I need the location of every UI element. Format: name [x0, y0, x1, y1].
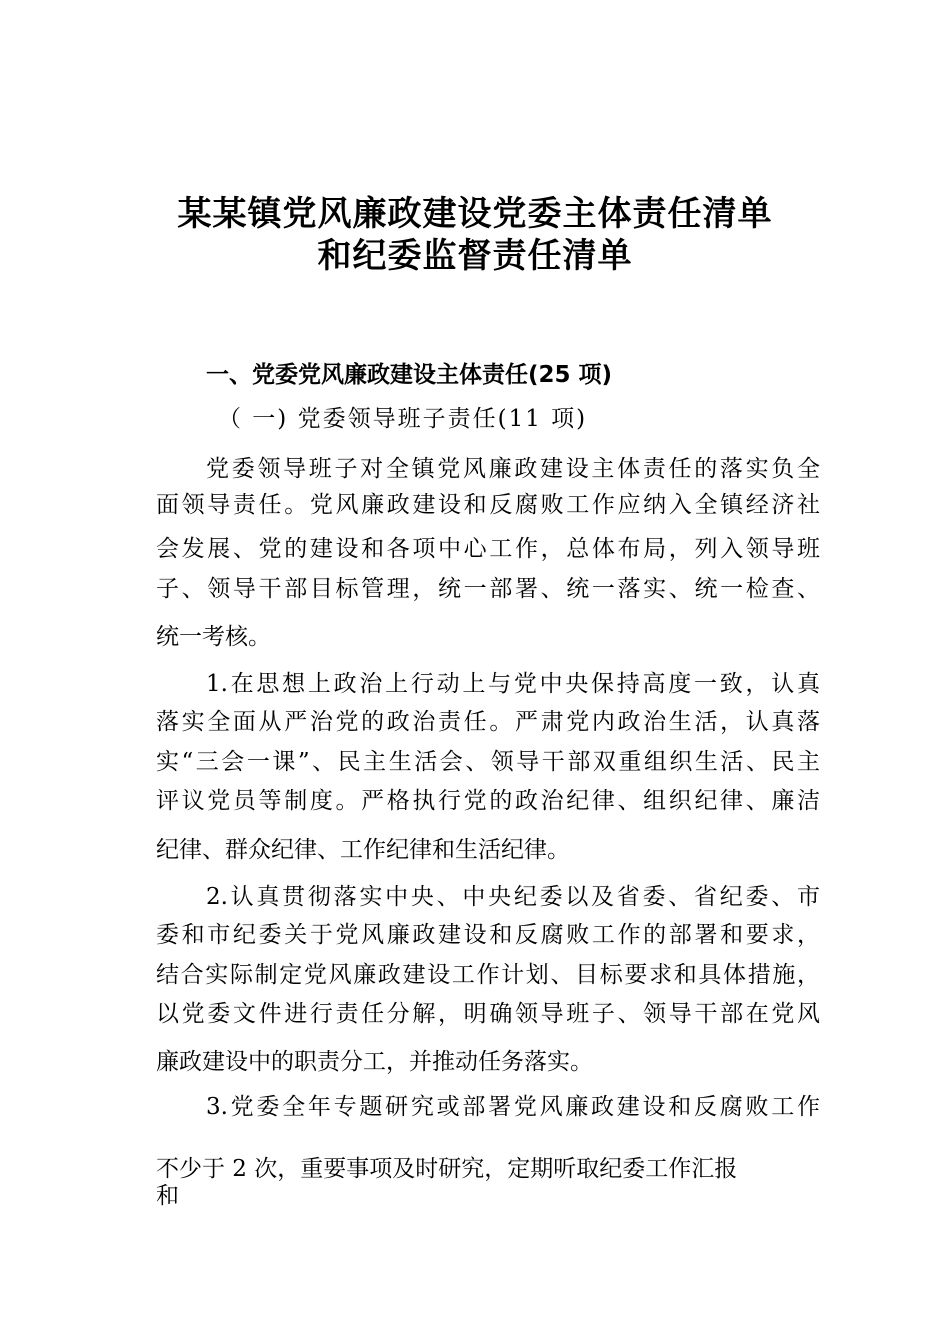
- document-title-line-2: 和纪委监督责任清单: [317, 236, 633, 276]
- document-title-line-1: 某某镇党风廉政建设党委主体责任清单: [177, 194, 773, 234]
- paragraph-line: 面领导责任。党风廉政建设和反腐败工作应纳入全镇经济社: [156, 492, 820, 518]
- subsection-heading: （ 一) 党委领导班子责任(11 项): [218, 406, 588, 432]
- paragraph-line: 2.认真贯彻落实中央、中央纪委以及省委、省纪委、市: [206, 884, 820, 910]
- paragraph-line: 党委领导班子对全镇党风廉政建设主体责任的落实负全: [206, 456, 820, 482]
- paragraph-line: 会发展、党的建设和各项中心工作，总体布局，列入领导班: [156, 536, 820, 562]
- paragraph-line: 评议党员等制度。严格执行党的政治纪律、组织纪律、廉洁: [156, 788, 820, 814]
- section-heading: 一、党委党风廉政建设主体责任(25 项): [206, 362, 613, 388]
- paragraph-line: 委和市纪委关于党风廉政建设和反腐败工作的部署和要求，: [156, 922, 820, 948]
- paragraph-line: 子、领导干部目标管理，统一部署、统一落实、统一检查、: [156, 576, 820, 602]
- paragraph-line: 1.在思想上政治上行动上与党中央保持高度一致，认真: [206, 671, 820, 697]
- paragraph-line: 和: [156, 1183, 179, 1209]
- paragraph-line: 以党委文件进行责任分解，明确领导班子、领导干部在党风: [156, 1001, 820, 1027]
- paragraph-line: 3.党委全年专题研究或部署党风廉政建设和反腐败工作: [206, 1094, 820, 1120]
- paragraph-line: 统一考核。: [156, 624, 271, 650]
- paragraph-line: 落实全面从严治党的政治责任。严肃党内政治生活，认真落: [156, 709, 820, 735]
- paragraph-line: 纪律、群众纪律、工作纪律和生活纪律。: [156, 837, 570, 863]
- paragraph-line: 结合实际制定党风廉政建设工作计划、目标要求和具体措施，: [156, 962, 820, 988]
- paragraph-line: 实“三会一课”、民主生活会、领导干部双重组织生活、民主: [156, 749, 820, 775]
- paragraph-line: 廉政建设中的职责分工，并推动任务落实。: [156, 1049, 593, 1075]
- paragraph-line: 不少于 2 次，重要事项及时研究，定期听取纪委工作汇报: [156, 1156, 738, 1182]
